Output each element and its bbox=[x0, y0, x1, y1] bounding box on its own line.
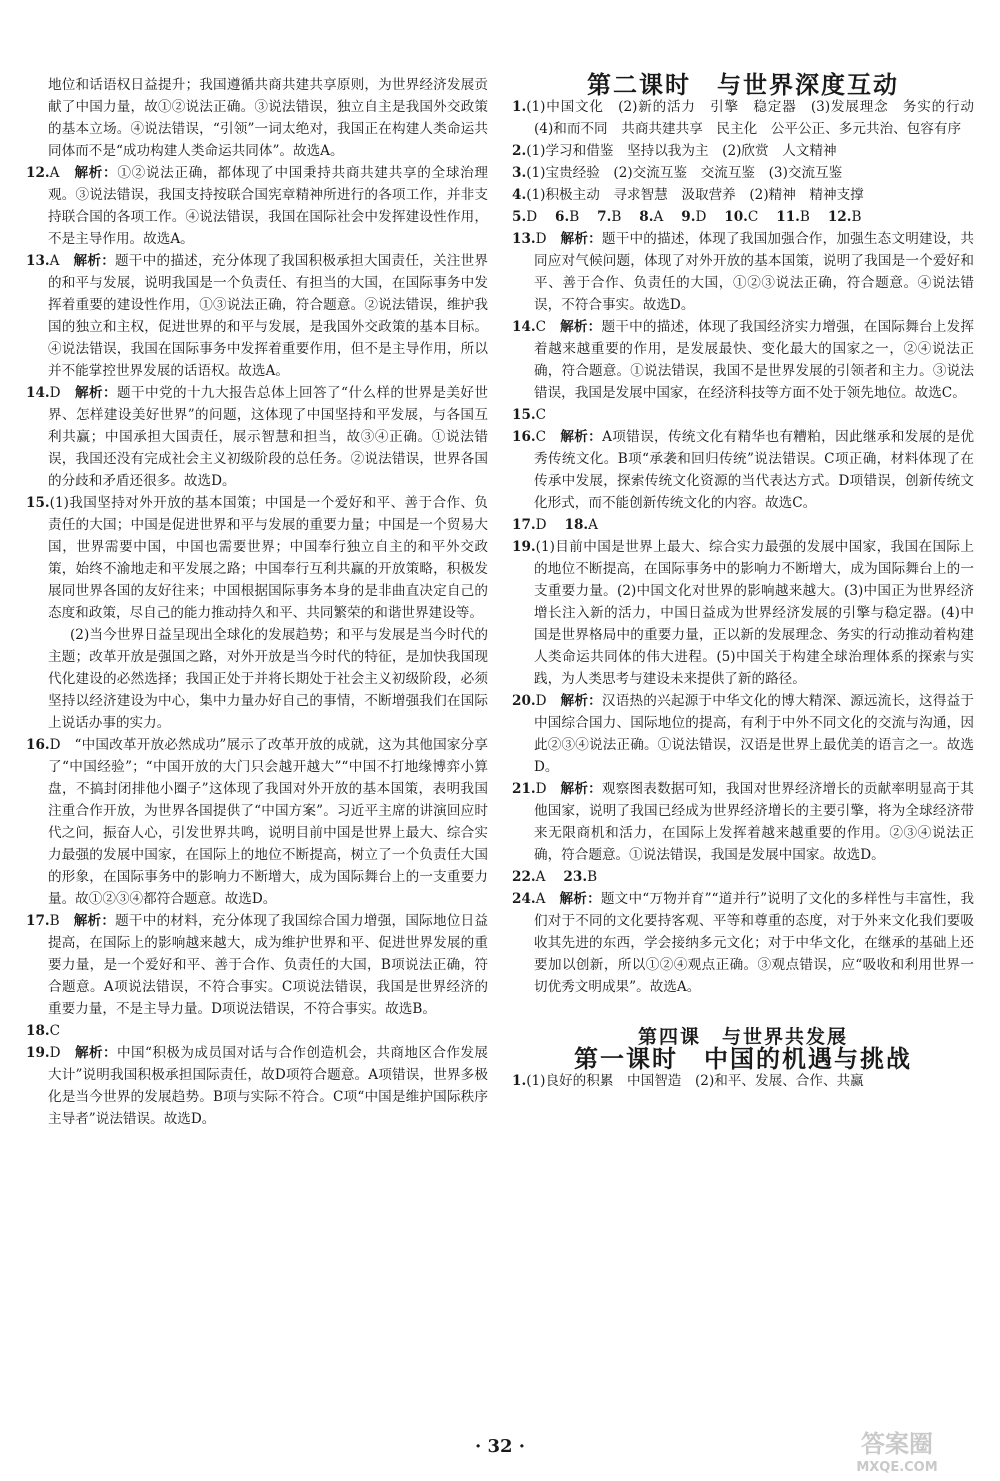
answer-r22-23: 22.A 23.B bbox=[512, 869, 598, 885]
right-column bbox=[512, 70, 988, 1092]
answer-15-part1: 15.(1)我国坚持对外开放的基本国策；中国是一个爱好和平、善于合作、负责任的大国；中国是促进世界和平与发展的重要力量；中国是一个贸易大国，世界需要中国，中国也需要世界；中国奉行独立自主的和平外交政策，始终不渝地走和平发展之路；中国奉行互利共赢的开放策略，积极发展同世界各国的友好往来；中国根据国际事务本身的是非曲直决定自己的态度和政策，尽自己的能力推动持久和平、共同繁荣的和谐世界建设等。 bbox=[26, 495, 488, 621]
answer-r13: 13.D 解析：题干中的描述，体现了我国加强合作，加强生态文明建设，共同应对气候问题，体现了对外开放的基本国策，说明了我国是一个爱好和平、善于合作、负责任的大国，①②③说法正确，符合题意。④说法错误，不符合事实。故选D。 bbox=[512, 231, 975, 313]
answer-17: 17.B 解析：题干中的材料，充分体现了我国综合国力增强，国际地位日益提高，在国际上的影响越来越大，成为维护世界和平、促进世界发展的重要力量，是一个爱好和平、善于合作、负责任的大国，B项说法正确，符合题意。A项说法错误，不符合事实。C项说法错误，我国是世界经济的重要力量，不是主导力量。D项说法错误，不符合事实。故选B。 bbox=[26, 913, 489, 1017]
answer-14: 14.D 解析：题干中党的十九大报告总体上回答了“什么样的世界是美好世界、怎样建设美好世界”的问题，这体现了中国坚持和平发展，与各国互利共赢；中国承担大国责任，展示智慧和担当，故③④正确。①说法错误，我国还没有完成社会主义初级阶段的总任务。②说法错误，世界各国的分歧和矛盾还很多。故选D。 bbox=[26, 385, 489, 489]
answer-12: 12.A 解析：①②说法正确，都体现了中国秉持共商共建共享的全球治理观。③说法错误，我国支持按联合国宪章精神所进行的各项工作，并非支持联合国的各项工作。④说法错误，我国在国际社会中发挥建设性作用，不是主导作用。故选A。 bbox=[26, 165, 489, 247]
answer-19: 19.D 解析：中国“积极为成员国对话与合作创造机会，共商地区合作发展大计”说明我国积极承担国际责任，故D项符合题意。A项错误，世界多极化是当今世界的发展趋势。B项与实际不符合。C项“中国是维护国际秩序主导者”说法错误。故选D。 bbox=[26, 1045, 489, 1127]
page-number: · 32 · bbox=[474, 1436, 526, 1457]
answer-r2: 2.(1)学习和借鉴 坚持以我为主 (2)欣赏 人文精神 bbox=[512, 143, 837, 159]
answer-13: 13.A 解析：题干中的描述，充分体现了我国积极承担大国责任，关注世界的和平与发展，说明我国是一个负责任、有担当的大国，在国际事务中发挥着重要的建设性作用，①③说法正确，符合题意。②说法错误，维护我国的独立和主权，促进世界的和平与发展，是我国外交政策的基本目标。④说法错误，我国在国际事务中发挥着重要作用，但不是主导作用，所以并不能掌控世界发展的话语权。故选A。 bbox=[26, 253, 489, 379]
watermark-text-cn: 答案圈 bbox=[861, 1430, 933, 1458]
answer-r20: 20.D 解析：汉语热的兴起源于中华文化的博大精深、源远流长，这得益于中国综合国力、国际地位的提高，有利于中外不同文化的交流与沟通，因此②③④说法正确。①说法错误，汉语是世界上最优美的语言之一。故选D。 bbox=[512, 693, 975, 775]
answer-r17-18: 17.D 18.A bbox=[512, 517, 598, 533]
answer-r16: 16.C 解析：A项错误，传统文化有精华也有糟粕，因此继承和发展的是优秀传统文化。B项“承袭和回归传统”说法错误。C项正确，材料体现了在传承中发展，探索传统文化资源的当代表达方式。D项错误，创新传统文化形式，而不能创新传统文化的内容。故选C。 bbox=[512, 429, 974, 511]
lesson-title-1: 第一课时 中国的机遇与挑战 bbox=[574, 1044, 912, 1073]
answer-r19: 19.(1)目前中国是世界上最大、综合实力最强的发展中国家，我国在国际上的地位不断提高，在国际事务中的影响力不断增大，成为国际舞台上的一支重要力量。(2)中国文化对世界的影响越来越大。(3)中国正为世界经济增长注入新的活力，中国日益成为世界经济发展的引擎与稳定器。(4)中国是世界格局中的重要力量，正以新的发展理念、务实的行动推动着构建人类命运共同体的伟大进程。(5)中国关于构建全球治理体系的探索与实践，为人类思考与建设未来提供了新的路径。 bbox=[512, 539, 974, 687]
answer-r1: 1.(1)中国文化 (2)新的活力 引擎 稳定器 (3)发展理念 务实的行动 (4)和而不同 共商共建共享 民主化 公平公正、多元共治、包容有序 bbox=[512, 99, 988, 137]
answer-r5-12: 5.D 6.B 7.B 8.A 9.D 10.C 11.B 12.B bbox=[512, 209, 862, 225]
answer-18: 18.C bbox=[26, 1023, 61, 1039]
watermark-logo bbox=[822, 1426, 972, 1476]
answer-r24: 24.A 解析：题文中“万物并育”“道并行”说明了文化的多样性与丰富性，我们对于不同的文化要持客观、平等和尊重的态度，对于外来文化我们要吸收其先进的东西，学会接纳多元文化；对于中华文化，在继承的基础上还要加以创新，所以①②④观点正确。③观点错误，应“吸收和利用世界一切优秀文明成果”。故选A。 bbox=[512, 891, 974, 995]
answer-r4: 4.(1)积极主动 寻求智慧 汲取营养 (2)精神 精神支撑 bbox=[512, 187, 864, 203]
answer-15-part2: (2)当今世界日益呈现出全球化的发展趋势；和平与发展是当今时代的主题；改革开放是强国之路，对外开放是当今时代的特征，是加快我国现代化建设的必然选择；我国正处于并将长期处于社会主义初级阶段，必须坚持以经济建设为中心，集中力量办好自己的事情，不断增强我们在国际上说话办事的实力。 bbox=[48, 627, 488, 731]
continued-answer: 地位和话语权日益提升；我国遵循共商共建共享原则，为世界经济发展贡献了中国力量，故①②说法正确。③说法错误，独立自主是我国外交政策的基本立场。④说法错误，“引领”一词太绝对，我国正在构建人类命运共同体而不是“成功构建人类命运共同体”。故选A。 bbox=[48, 77, 488, 159]
answer-r21: 21.D 解析：观察图表数据可知，我国对世界经济增长的贡献率明显高于其他国家，说明了我国已经成为世界经济增长的主要引擎，将为全球经济带来无限商机和活力，在国际上发挥着越来越重要的作用。②③④说法正确，符合题意。①说法错误，我国是发展中国家。故选D。 bbox=[512, 781, 975, 863]
answer-16: 16.D “中国改革开放必然成功”展示了改革开放的成就，这为其他国家分享了“中国经验”；“中国开放的大门只会越开越大”“中国不打地缘博弈小算盘，不搞封闭排他小圈子”这体现了我国对外开放的基本国策，表明我国注重合作开放，为世界各国提供了“中国方案”。习近平主席的讲演回应时代之问，振奋人心，引发世界共鸣，说明目前中国是世界上最大、综合实力最强的发展中国家，在国际上的地位不断提高，树立了一个负责任大国的形象，在国际事务中的影响力不断增大，成为国际舞台上的一支重要力量。故①②③④都符合题意。故选D。 bbox=[26, 737, 488, 907]
lesson-title-2: 第二课时 与世界深度互动 bbox=[587, 70, 899, 99]
answer-u4-1: 1.(1)良好的积累 中国智造 (2)和平、发展、合作、共赢 bbox=[512, 1073, 864, 1089]
unit-title-4: 第四课 与世界共发展 bbox=[637, 1026, 848, 1048]
left-column bbox=[26, 74, 488, 1130]
watermark-text-en: MXQE.COM bbox=[856, 1460, 938, 1475]
answer-r14: 14.C 解析：题干中的描述，体现了我国经济实力增强，在国际舞台上发挥着越来越重要的作用，是发展最快、变化最大的国家之一，②④说法正确，符合题意。①说法错误，我国不是世界发展的引领者和主力。③说法错误，我国是发展中国家，在经济科技等方面不处于领先地位。故选C。 bbox=[512, 319, 975, 401]
answer-r15: 15.C bbox=[512, 407, 547, 423]
answer-r3: 3.(1)宝贵经验 (2)交流互鉴 交流互鉴 (3)交流互鉴 bbox=[512, 165, 843, 181]
